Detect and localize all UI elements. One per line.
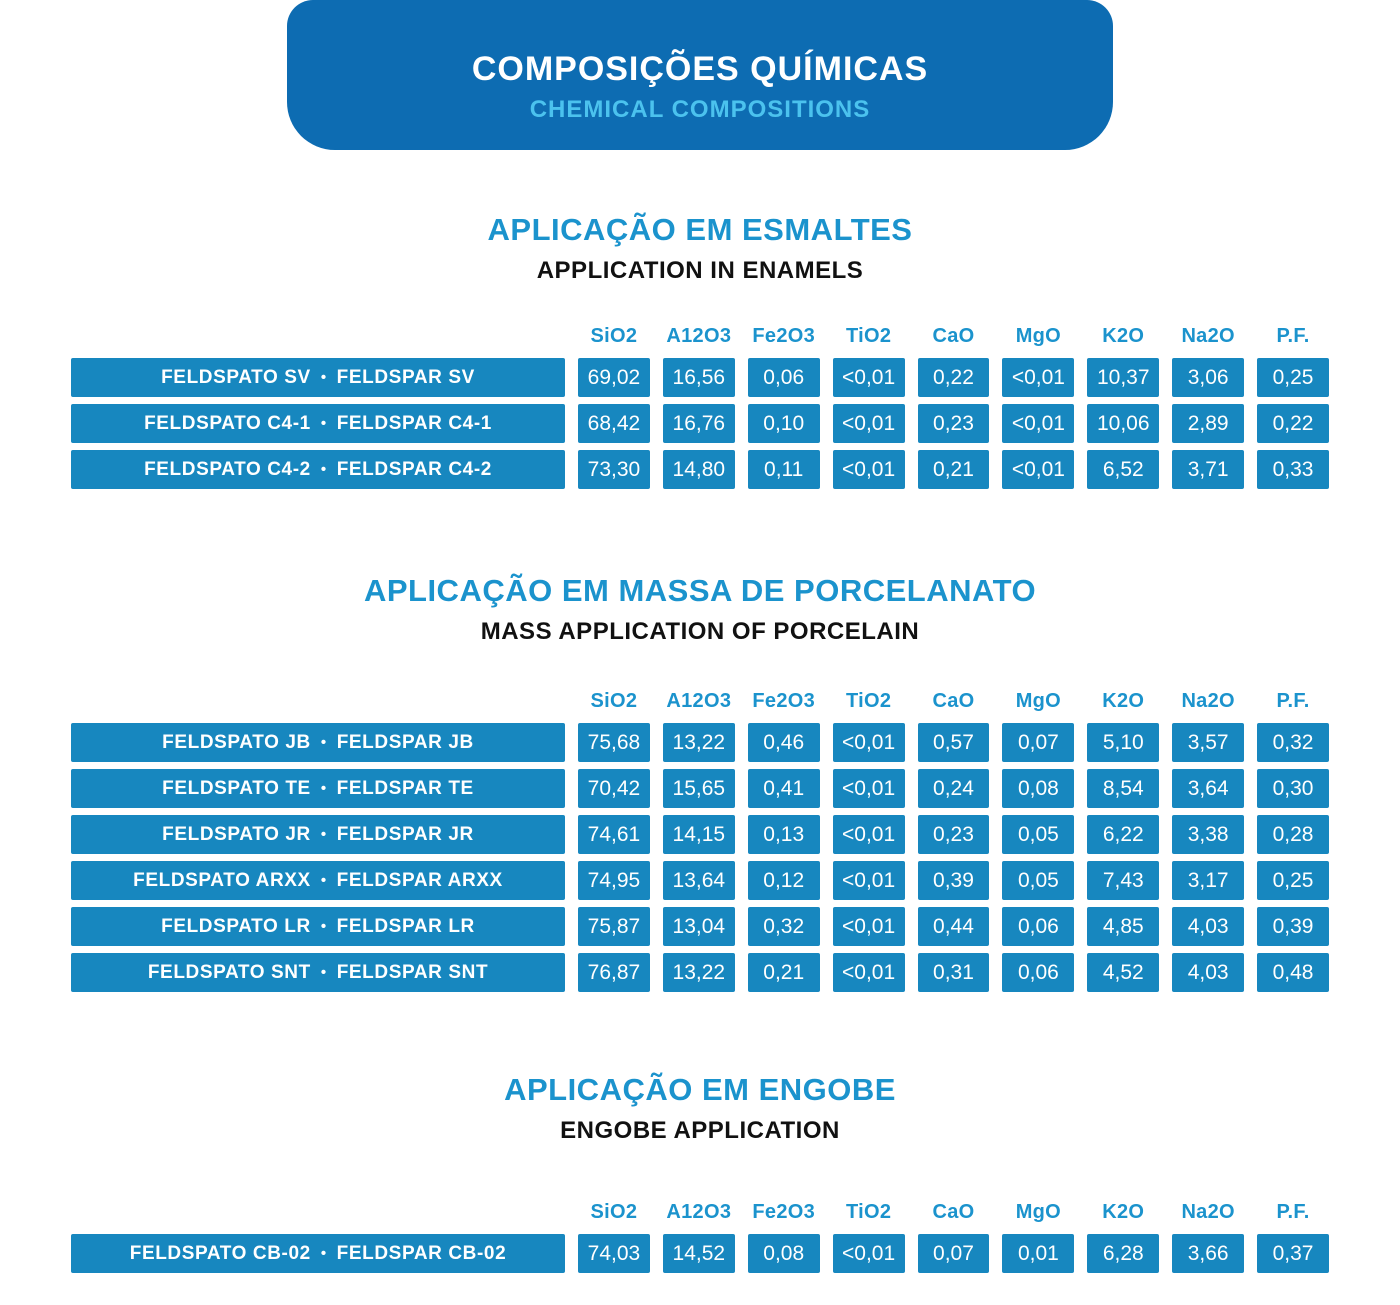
- row-label-feldspar-arxx: [71, 861, 565, 900]
- value-cell: <0,01: [833, 404, 905, 443]
- value-cell: <0,01: [833, 450, 905, 489]
- value-cell: 15,65: [663, 769, 735, 808]
- row-label-pt: FELDSPATO LR: [161, 916, 311, 937]
- value-cell: 0,32: [1257, 723, 1329, 762]
- value-cell: 0,07: [1002, 723, 1074, 762]
- table-corner-spacer: [71, 1201, 565, 1227]
- value-cell: <0,01: [833, 861, 905, 900]
- value-cell: 6,52: [1087, 450, 1159, 489]
- row-label-en: FELDSPAR C4-2: [336, 459, 492, 480]
- col-header-k2o: K2O: [1102, 1201, 1145, 1223]
- value-cell: 0,08: [1002, 769, 1074, 808]
- col-header-pf: P.F.: [1276, 690, 1310, 712]
- value-cell: 16,76: [663, 404, 735, 443]
- col-header-pf: P.F.: [1276, 325, 1310, 347]
- col-header-tio2: TiO2: [845, 325, 892, 347]
- value-cell: 7,43: [1087, 861, 1159, 900]
- section-porcelain-title-en: MASS APPLICATION OF PORCELAIN: [480, 618, 920, 645]
- section-porcelain: [0, 573, 1400, 646]
- value-cell: 76,87: [578, 953, 650, 992]
- value-cell: 13,22: [663, 953, 735, 992]
- row-label-feldspar-jr: [71, 815, 565, 854]
- row-label-en: FELDSPAR TE: [336, 778, 474, 799]
- value-cell: <0,01: [833, 953, 905, 992]
- col-header-cao: CaO: [932, 325, 975, 347]
- value-cell: <0,01: [1002, 358, 1074, 397]
- row-label-feldspar-cb-02: [71, 1234, 565, 1273]
- col-header-na2o: Na2O: [1181, 690, 1235, 712]
- engobe-table: [71, 1201, 1329, 1273]
- row-label-pt: FELDSPATO ARXX: [133, 870, 311, 891]
- value-cell: 3,66: [1172, 1234, 1244, 1273]
- value-cell: 0,10: [748, 404, 820, 443]
- table-corner-spacer: [71, 690, 565, 716]
- value-cell: <0,01: [833, 907, 905, 946]
- value-cell: 0,30: [1257, 769, 1329, 808]
- value-cell: 74,03: [578, 1234, 650, 1273]
- row-label-pt: FELDSPATO JB: [162, 732, 311, 753]
- row-label-feldspar-te: [71, 769, 565, 808]
- bullet-separator: •: [320, 964, 327, 981]
- value-cell: 6,22: [1087, 815, 1159, 854]
- row-label-en: FELDSPAR LR: [336, 916, 475, 937]
- row-label-feldspar-sv: [71, 358, 565, 397]
- value-cell: 4,03: [1172, 907, 1244, 946]
- value-cell: <0,01: [833, 769, 905, 808]
- col-header-a12o3: A12O3: [666, 325, 732, 347]
- col-header-k2o: K2O: [1102, 690, 1145, 712]
- value-cell: 4,52: [1087, 953, 1159, 992]
- value-cell: 0,48: [1257, 953, 1329, 992]
- value-cell: 13,04: [663, 907, 735, 946]
- value-cell: 2,89: [1172, 404, 1244, 443]
- row-label-en: FELDSPAR CB-02: [336, 1243, 507, 1264]
- value-cell: 0,07: [918, 1234, 990, 1273]
- page-title: COMPOSIÇÕES QUÍMICAS: [471, 50, 929, 88]
- title-banner: [287, 0, 1113, 150]
- value-cell: 4,03: [1172, 953, 1244, 992]
- value-cell: 70,42: [578, 769, 650, 808]
- col-header-pf: P.F.: [1276, 1201, 1310, 1223]
- col-header-a12o3: A12O3: [666, 690, 732, 712]
- value-cell: 8,54: [1087, 769, 1159, 808]
- col-header-fe2o3: Fe2O3: [752, 1201, 816, 1223]
- bullet-separator: •: [320, 918, 327, 935]
- value-cell: 0,39: [918, 861, 990, 900]
- value-cell: <0,01: [833, 358, 905, 397]
- col-header-sio2: SiO2: [590, 690, 638, 712]
- value-cell: <0,01: [833, 815, 905, 854]
- value-cell: 0,05: [1002, 815, 1074, 854]
- row-label-en: FELDSPAR JB: [336, 732, 474, 753]
- value-cell: <0,01: [1002, 450, 1074, 489]
- bullet-separator: •: [320, 826, 327, 843]
- section-engobe: [0, 1072, 1400, 1145]
- value-cell: 0,08: [748, 1234, 820, 1273]
- value-cell: 0,57: [918, 723, 990, 762]
- value-cell: 0,25: [1257, 358, 1329, 397]
- row-label-en: FELDSPAR SV: [336, 367, 475, 388]
- section-engobe-title-pt: APLICAÇÃO EM ENGOBE: [504, 1072, 896, 1107]
- value-cell: 75,87: [578, 907, 650, 946]
- value-cell: 0,44: [918, 907, 990, 946]
- row-label-pt: FELDSPATO C4-1: [144, 413, 311, 434]
- value-cell: 0,06: [1002, 907, 1074, 946]
- bullet-separator: •: [320, 872, 327, 889]
- row-label-pt: FELDSPATO TE: [162, 778, 311, 799]
- value-cell: 3,57: [1172, 723, 1244, 762]
- row-label-feldspar-c4-1: [71, 404, 565, 443]
- row-label-pt: FELDSPATO JR: [162, 824, 311, 845]
- value-cell: 75,68: [578, 723, 650, 762]
- row-label-pt: FELDSPATO SV: [161, 367, 311, 388]
- row-label-pt: FELDSPATO C4-2: [144, 459, 311, 480]
- value-cell: 3,71: [1172, 450, 1244, 489]
- value-cell: 3,17: [1172, 861, 1244, 900]
- value-cell: 14,52: [663, 1234, 735, 1273]
- value-cell: 6,28: [1087, 1234, 1159, 1273]
- col-header-na2o: Na2O: [1181, 1201, 1235, 1223]
- value-cell: 0,22: [918, 358, 990, 397]
- bullet-separator: •: [320, 461, 327, 478]
- bullet-separator: •: [320, 369, 327, 386]
- value-cell: 0,32: [748, 907, 820, 946]
- col-header-mgo: MgO: [1015, 690, 1062, 712]
- value-cell: 74,61: [578, 815, 650, 854]
- value-cell: 0,22: [1257, 404, 1329, 443]
- value-cell: 0,28: [1257, 815, 1329, 854]
- section-enamels-title-en: APPLICATION IN ENAMELS: [536, 257, 864, 284]
- col-header-mgo: MgO: [1015, 1201, 1062, 1223]
- porcelain-table: [71, 690, 1329, 992]
- col-header-na2o: Na2O: [1181, 325, 1235, 347]
- value-cell: 74,95: [578, 861, 650, 900]
- bullet-separator: •: [320, 415, 327, 432]
- col-header-mgo: MgO: [1015, 325, 1062, 347]
- bullet-separator: •: [320, 734, 327, 751]
- bullet-separator: •: [320, 1245, 327, 1262]
- value-cell: 10,37: [1087, 358, 1159, 397]
- col-header-sio2: SiO2: [590, 325, 638, 347]
- section-enamels-title-pt: APLICAÇÃO EM ESMALTES: [487, 212, 913, 247]
- value-cell: 13,22: [663, 723, 735, 762]
- value-cell: 0,24: [918, 769, 990, 808]
- value-cell: 0,37: [1257, 1234, 1329, 1273]
- value-cell: <0,01: [833, 1234, 905, 1273]
- value-cell: 0,12: [748, 861, 820, 900]
- col-header-sio2: SiO2: [590, 1201, 638, 1223]
- table-corner-spacer: [71, 325, 565, 351]
- value-cell: 0,05: [1002, 861, 1074, 900]
- value-cell: 0,39: [1257, 907, 1329, 946]
- value-cell: 0,23: [918, 404, 990, 443]
- value-cell: 10,06: [1087, 404, 1159, 443]
- row-label-feldspar-lr: [71, 907, 565, 946]
- col-header-k2o: K2O: [1102, 325, 1145, 347]
- value-cell: 4,85: [1087, 907, 1159, 946]
- row-label-feldspar-snt: [71, 953, 565, 992]
- value-cell: 68,42: [578, 404, 650, 443]
- row-label-pt: FELDSPATO CB-02: [129, 1243, 311, 1264]
- value-cell: 5,10: [1087, 723, 1159, 762]
- col-header-tio2: TiO2: [845, 1201, 892, 1223]
- value-cell: 14,15: [663, 815, 735, 854]
- row-label-feldspar-jb: [71, 723, 565, 762]
- value-cell: 0,11: [748, 450, 820, 489]
- row-label-feldspar-c4-2: [71, 450, 565, 489]
- row-label-en: FELDSPAR SNT: [336, 962, 489, 983]
- value-cell: 0,06: [1002, 953, 1074, 992]
- value-cell: 0,33: [1257, 450, 1329, 489]
- value-cell: 73,30: [578, 450, 650, 489]
- value-cell: 0,41: [748, 769, 820, 808]
- value-cell: 0,25: [1257, 861, 1329, 900]
- value-cell: 69,02: [578, 358, 650, 397]
- section-enamels: [0, 212, 1400, 285]
- value-cell: 0,46: [748, 723, 820, 762]
- value-cell: <0,01: [1002, 404, 1074, 443]
- col-header-a12o3: A12O3: [666, 1201, 732, 1223]
- enamels-table: [71, 325, 1329, 489]
- value-cell: 0,23: [918, 815, 990, 854]
- value-cell: 14,80: [663, 450, 735, 489]
- col-header-tio2: TiO2: [845, 690, 892, 712]
- bullet-separator: •: [320, 780, 327, 797]
- col-header-fe2o3: Fe2O3: [752, 690, 816, 712]
- value-cell: 0,13: [748, 815, 820, 854]
- row-label-en: FELDSPAR C4-1: [336, 413, 492, 434]
- col-header-cao: CaO: [932, 690, 975, 712]
- value-cell: 3,06: [1172, 358, 1244, 397]
- section-engobe-title-en: ENGOBE APPLICATION: [560, 1117, 840, 1144]
- value-cell: 3,38: [1172, 815, 1244, 854]
- value-cell: 0,06: [748, 358, 820, 397]
- value-cell: 0,01: [1002, 1234, 1074, 1273]
- col-header-cao: CaO: [932, 1201, 975, 1223]
- row-label-pt: FELDSPATO SNT: [147, 962, 311, 983]
- col-header-fe2o3: Fe2O3: [752, 325, 816, 347]
- section-porcelain-title-pt: APLICAÇÃO EM MASSA DE PORCELANATO: [363, 573, 1037, 608]
- value-cell: 16,56: [663, 358, 735, 397]
- value-cell: 13,64: [663, 861, 735, 900]
- row-label-en: FELDSPAR ARXX: [336, 870, 503, 891]
- value-cell: 0,31: [918, 953, 990, 992]
- value-cell: 3,64: [1172, 769, 1244, 808]
- value-cell: 0,21: [918, 450, 990, 489]
- row-label-en: FELDSPAR JR: [336, 824, 474, 845]
- page-subtitle: CHEMICAL COMPOSITIONS: [529, 96, 871, 123]
- value-cell: <0,01: [833, 723, 905, 762]
- value-cell: 0,21: [748, 953, 820, 992]
